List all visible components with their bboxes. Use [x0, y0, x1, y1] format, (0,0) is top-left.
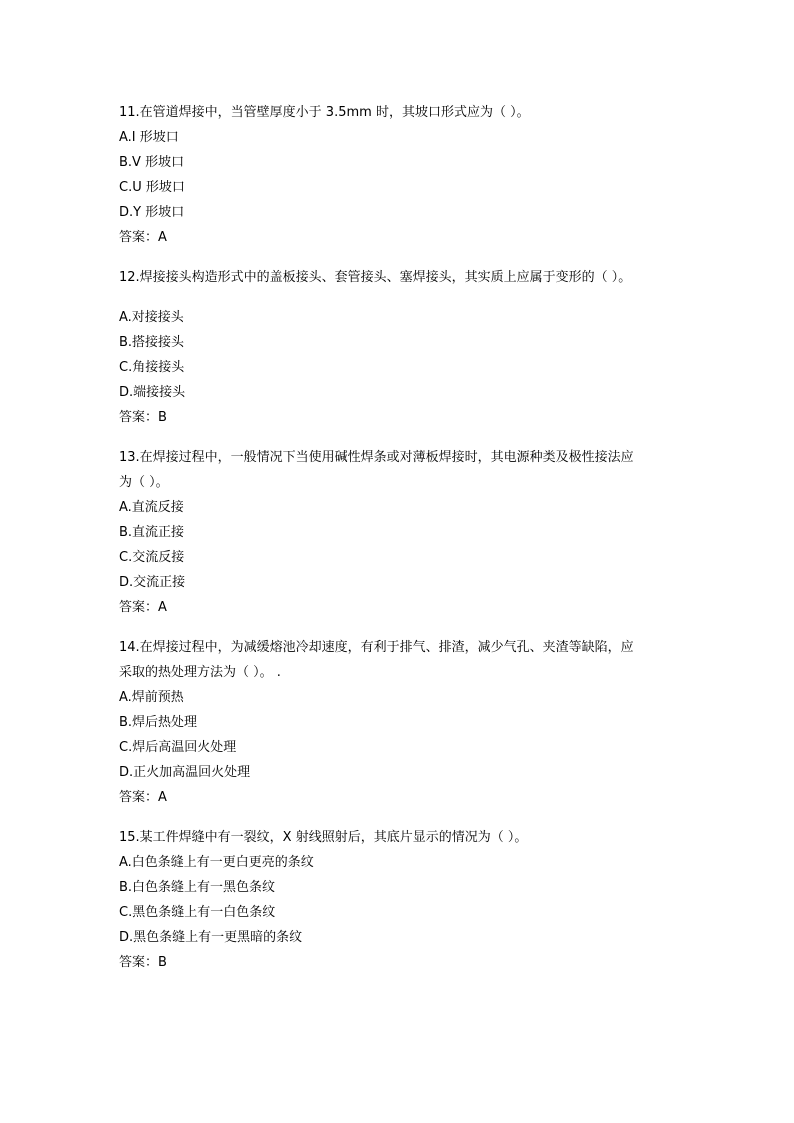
question-stem-line-2: 为（ ）。	[119, 475, 169, 490]
question-11	[119, 100, 679, 250]
option-d: D.黑色条缝上有一更黑暗的条纹	[119, 930, 303, 945]
answer: 答案：B	[119, 410, 167, 425]
question-15	[119, 825, 679, 975]
question-stem: 15.某工件焊缝中有一裂纹，X 射线照射后，其底片显示的情况为（ ）。	[119, 830, 528, 845]
option-b: B.白色条缝上有一黑色条纹	[119, 880, 276, 895]
answer: 答案：B	[119, 955, 167, 970]
option-b: B.V 形坡口	[119, 155, 185, 170]
option-c: C.焊后高温回火处理	[119, 740, 237, 755]
question-stem-line-1: 13.在焊接过程中，一般情况下当使用碱性焊条或对薄板焊接时，其电源种类及极性接法应	[119, 450, 634, 465]
option-b: B.搭接接头	[119, 335, 185, 350]
option-a: A.对接接头	[119, 310, 184, 325]
answer: 答案：A	[119, 790, 167, 805]
option-c: C.角接接头	[119, 360, 185, 375]
option-d: D.Y 形坡口	[119, 205, 185, 220]
option-d: D.端接接头	[119, 385, 186, 400]
question-stem: 12.焊接接头构造形式中的盖板接头、套管接头、塞焊接头，其实质上应属于变形的（ ）。	[119, 270, 632, 285]
question-list	[119, 100, 679, 975]
option-b: B.直流正接	[119, 525, 185, 540]
answer: 答案：A	[119, 600, 167, 615]
question-14	[119, 635, 679, 810]
question-stem-line-2: 采取的热处理方法为（ ）。 .	[119, 665, 281, 680]
spacer	[119, 290, 679, 305]
option-a: A.I 形坡口	[119, 130, 179, 145]
option-c: C.黑色条缝上有一白色条纹	[119, 905, 276, 920]
option-d: D.交流正接	[119, 575, 186, 590]
question-stem: 11.在管道焊接中，当管壁厚度小于 3.5mm 时，其坡口形式应为（ ）。	[119, 105, 530, 120]
option-c: C.交流反接	[119, 550, 185, 565]
option-a: A.焊前预热	[119, 690, 184, 705]
option-a: A.白色条缝上有一更白更亮的条纹	[119, 855, 314, 870]
option-b: B.焊后热处理	[119, 715, 198, 730]
option-d: D.正火加高温回火处理	[119, 765, 251, 780]
question-13	[119, 445, 679, 620]
question-stem-line-1: 14.在焊接过程中，为减缓熔池冷却速度，有利于排气、排渣，减少气孔、夹渣等缺陷，应	[119, 640, 634, 655]
option-c: C.U 形坡口	[119, 180, 185, 195]
answer: 答案：A	[119, 230, 167, 245]
option-a: A.直流反接	[119, 500, 184, 515]
question-12	[119, 265, 679, 430]
